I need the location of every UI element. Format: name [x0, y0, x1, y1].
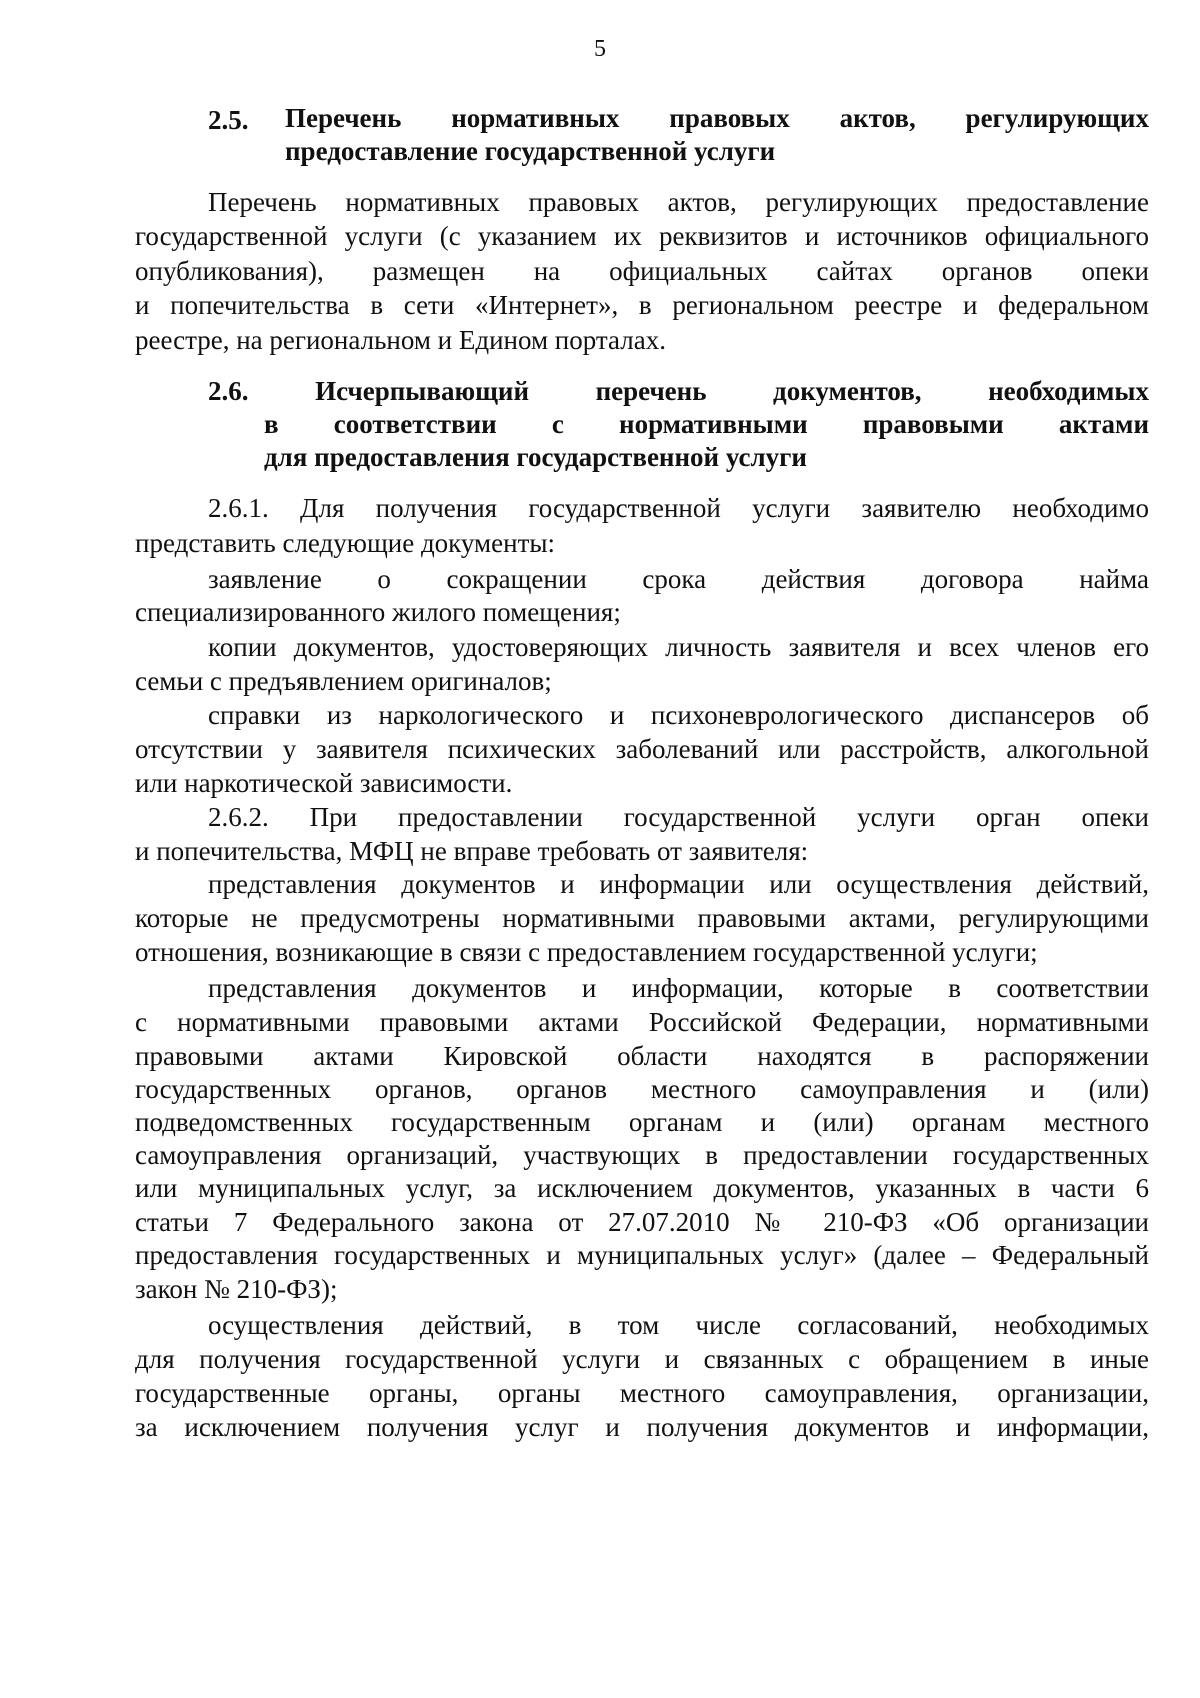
section-2-5-title-line: предоставление государственной услуги: [285, 136, 776, 166]
paragraph-2-6-1-line: представить следующие документы:: [135, 528, 556, 558]
requirement-line: предоставления государственных и муниципальных услуг» (далее – Федеральный: [135, 1240, 1149, 1270]
document-item-line: отсутствии у заявителя психических заболеваний или расстройств, алкогольной: [135, 734, 1149, 764]
requirement-line: закон № 210-ФЗ);: [135, 1274, 338, 1304]
section-2-6-title-line: 2.6. Исчерпывающий перечень документов, необходимых: [208, 376, 1149, 406]
document-item-line: справки из наркологического и психоневрологического диспансеров об: [208, 700, 1149, 730]
requirement-line: для получения государственной услуги и связанных с обращением в иные: [135, 1344, 1149, 1374]
document-item-line: или наркотической зависимости.: [135, 768, 513, 798]
requirement-line: государственных органов, органов местного самоуправления и (или): [135, 1074, 1149, 1104]
document-item-line: специализированного жилого помещения;: [135, 597, 621, 627]
section-2-6-title-line: для предоставления государственной услуги: [264, 442, 807, 472]
page-number: 5: [594, 36, 606, 62]
requirement-line: правовыми актами Кировской области находятся в распоряжении: [135, 1041, 1149, 1071]
section-2-5-body-line: реестре, на региональном и Едином порталах.: [135, 325, 666, 355]
document-item-line: заявление о сокращении срока действия договора найма: [208, 564, 1149, 594]
requirement-line: представления документов и информации или осуществления действий,: [208, 869, 1149, 899]
requirement-line: осуществления действий, в том числе согласований, необходимых: [208, 1310, 1149, 1340]
document-item-line: копии документов, удостоверяющих личность заявителя и всех членов его: [208, 632, 1149, 662]
paragraph-2-6-2-line: и попечительства, МФЦ не вправе требовать от заявителя:: [135, 836, 809, 866]
section-2-5-title-line: Перечень нормативных правовых актов, регулирующих: [285, 103, 1149, 133]
document-item-line: семьи с предъявлением оригиналов;: [135, 666, 552, 696]
requirement-line: отношения, возникающие в связи с предоставлением государственной услуги;: [135, 937, 1038, 967]
section-2-6-title-line: в соответствии с нормативными правовыми актами: [264, 409, 1149, 439]
requirement-line: подведомственных государственным органам и (или) органам местного: [135, 1107, 1149, 1137]
section-2-5-body-line: Перечень нормативных правовых актов, регулирующих предоставление: [208, 187, 1149, 217]
section-2-5-body-line: опубликования), размещен на официальных сайтах органов опеки: [135, 256, 1149, 286]
section-2-5-body-line: и попечительства в сети «Интернет», в региональном реестре и федеральном: [135, 290, 1149, 320]
paragraph-2-6-1-line: 2.6.1. Для получения государственной услуги заявителю необходимо: [208, 493, 1149, 523]
requirement-line: или муниципальных услуг, за исключением документов, указанных в части 6: [135, 1173, 1149, 1203]
paragraph-2-6-2-line: 2.6.2. При предоставлении государственной услуги орган опеки: [208, 802, 1149, 832]
requirement-line: за исключением получения услуг и получения документов и информации,: [135, 1412, 1149, 1442]
requirement-line: государственные органы, органы местного самоуправления, организации,: [135, 1378, 1149, 1408]
section-2-5-number: 2.5.: [208, 105, 249, 135]
requirement-line: с нормативными правовыми актами Российской Федерации, нормативными: [135, 1007, 1149, 1037]
section-2-5-body-line: государственной услуги (с указанием их реквизитов и источников официального: [135, 221, 1149, 251]
requirement-line: самоуправления организаций, участвующих в предоставлении государственных: [135, 1140, 1149, 1170]
requirement-line: которые не предусмотрены нормативными правовыми актами, регулирующими: [135, 903, 1149, 933]
requirement-line: статьи 7 Федерального закона от 27.07.2010 № 210-ФЗ «Об организации: [135, 1207, 1149, 1237]
requirement-line: представления документов и информации, которые в соответствии: [208, 973, 1149, 1003]
